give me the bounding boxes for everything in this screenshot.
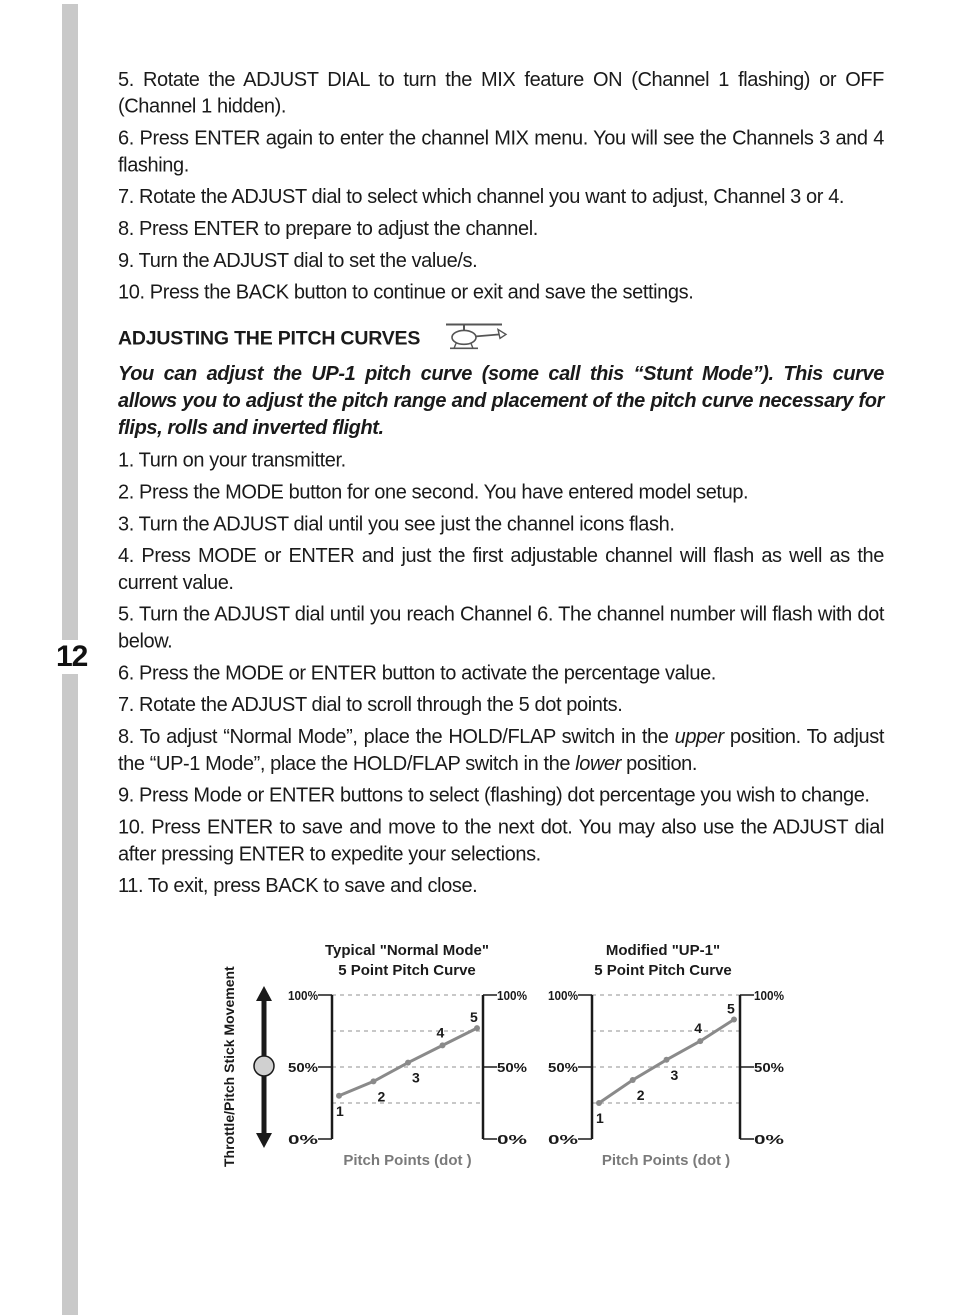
pitch-point-label: 5 [727, 1000, 735, 1017]
step-paragraph: 2. Press the MODE button for one second. You have entered model setup. [118, 481, 749, 504]
pitch-point-label: 4 [694, 1020, 703, 1037]
pitch-point [440, 1042, 446, 1048]
pitch-point-label: 5 [470, 1009, 478, 1026]
helicopter-icon [440, 321, 512, 355]
pitch-point [630, 1077, 636, 1083]
chart-title: 5 Point Pitch Curve [594, 962, 732, 979]
pitch-point-label: 4 [436, 1024, 445, 1041]
y-tick-label-left: 100% [548, 988, 579, 1003]
step-paragraph: 6. Press the MODE or ENTER button to activate the percentage value. [118, 662, 716, 685]
y-tick-label-left: 0% [548, 1132, 579, 1147]
y-tick-label-right: 50% [497, 1060, 528, 1075]
step-paragraph: 3. Turn the ADJUST dial until you see just the channel icons flash. [118, 513, 675, 536]
chart-title: 5 Point Pitch Curve [338, 962, 476, 979]
y-tick-label-left: 50% [548, 1060, 579, 1075]
y-tick-label-right: 100% [497, 988, 528, 1003]
step-paragraph: 10. Press the BACK button to continue or exit and save the settings. [118, 281, 694, 304]
step-text: position. [621, 752, 698, 775]
pitch-curve-charts [215, 915, 795, 1175]
pitch-point [371, 1078, 377, 1084]
step-paragraph: 5. Turn the ADJUST dial until you reach Channel 6. The channel number will flash with dot below. [118, 603, 884, 653]
step-paragraph-8 [118, 724, 884, 778]
pitch-point [697, 1038, 703, 1044]
step-text: position. To adjust the “UP-1 Mode”, place the HOLD/FLAP switch in the [118, 726, 884, 775]
section-heading-row [118, 321, 884, 355]
page-number: 12 [56, 640, 88, 673]
pitch-point-label: 3 [670, 1066, 679, 1083]
y-tick-label-right: 50% [754, 1060, 785, 1075]
step-paragraph: 7. Rotate the ADJUST dial to select which channel you want to adjust, Channel 3 or 4. [118, 186, 845, 209]
x-axis-label: Pitch Points (dot ) [601, 1152, 731, 1169]
pitch-point [731, 1016, 737, 1022]
x-axis-label: Pitch Points (dot ) [343, 1152, 472, 1169]
chart-title: Typical "Normal Mode" [325, 942, 489, 959]
pitch-point-label: 1 [336, 1102, 344, 1119]
pitch-point-label: 3 [412, 1069, 420, 1086]
step-paragraph: 9. Press Mode or ENTER buttons to select (flashing) dot percentage you wish to change. [118, 784, 870, 807]
stick-movement-label: Throttle/Pitch Stick Movement [221, 966, 237, 1167]
y-tick-label-right: 0% [497, 1132, 528, 1147]
charts-group [288, 942, 785, 1169]
y-tick-label-left: 0% [288, 1132, 319, 1147]
pitch-curve-figure [215, 915, 795, 1175]
step-emphasis: lower [575, 752, 622, 775]
pitch-point [664, 1057, 670, 1063]
y-tick-label-right: 100% [754, 988, 785, 1003]
pitch-point-label: 1 [596, 1110, 604, 1126]
step-paragraph: 8. Press ENTER to prepare to adjust the channel. [118, 218, 538, 240]
pitch-point [405, 1060, 411, 1066]
y-tick-label-right: 0% [754, 1132, 785, 1147]
step-paragraph: 1. Turn on your transmitter. [118, 449, 346, 472]
step-paragraph: 11. To exit, press BACK to save and close. [118, 875, 478, 898]
page-content [118, 67, 884, 905]
pitch-point [474, 1025, 480, 1031]
stick-movement-arrow [254, 986, 274, 1148]
chart-title: Modified "UP-1" [605, 942, 721, 959]
pitch-point [336, 1093, 342, 1099]
pitch-point-label: 2 [636, 1086, 645, 1103]
step-paragraph: 4. Press MODE or ENTER and just the first adjustable channel will flash as well as the current value. [118, 545, 884, 594]
pitch-point [596, 1100, 602, 1106]
pitch-point-label: 2 [377, 1088, 386, 1105]
step-emphasis: upper [674, 726, 724, 748]
y-tick-label-left: 50% [288, 1060, 319, 1075]
step-paragraph: 10. Press ENTER to save and move to the next dot. You may also use the ADJUST dial after pressing ENTER to expedite your selections. [118, 816, 884, 866]
step-paragraph: 6. Press ENTER again to enter the channel MIX menu. You will see the Channels 3 and 4 flashing. [118, 127, 884, 177]
step-text: 8. To adjust “Normal Mode”, place the HOLD/FLAP switch in the [118, 726, 675, 748]
section-intro: You can adjust the UP-1 pitch curve (some call this “Stunt Mode”). This curve allows you to adjust the pitch range and placement of the pitch curve necessary for flips, rolls and inverted flight. [118, 363, 884, 439]
y-tick-label-left: 100% [288, 988, 319, 1003]
step-paragraph: 7. Rotate the ADJUST dial to scroll through the 5 dot points. [118, 694, 623, 717]
step-paragraph: 5. Rotate the ADJUST DIAL to turn the MIX feature ON (Channel 1 flashing) or OFF (Channel 1 hidden). [118, 68, 884, 118]
step-paragraph: 9. Turn the ADJUST dial to set the value/s. [118, 249, 478, 272]
section-heading: ADJUSTING THE PITCH CURVES [118, 326, 421, 349]
